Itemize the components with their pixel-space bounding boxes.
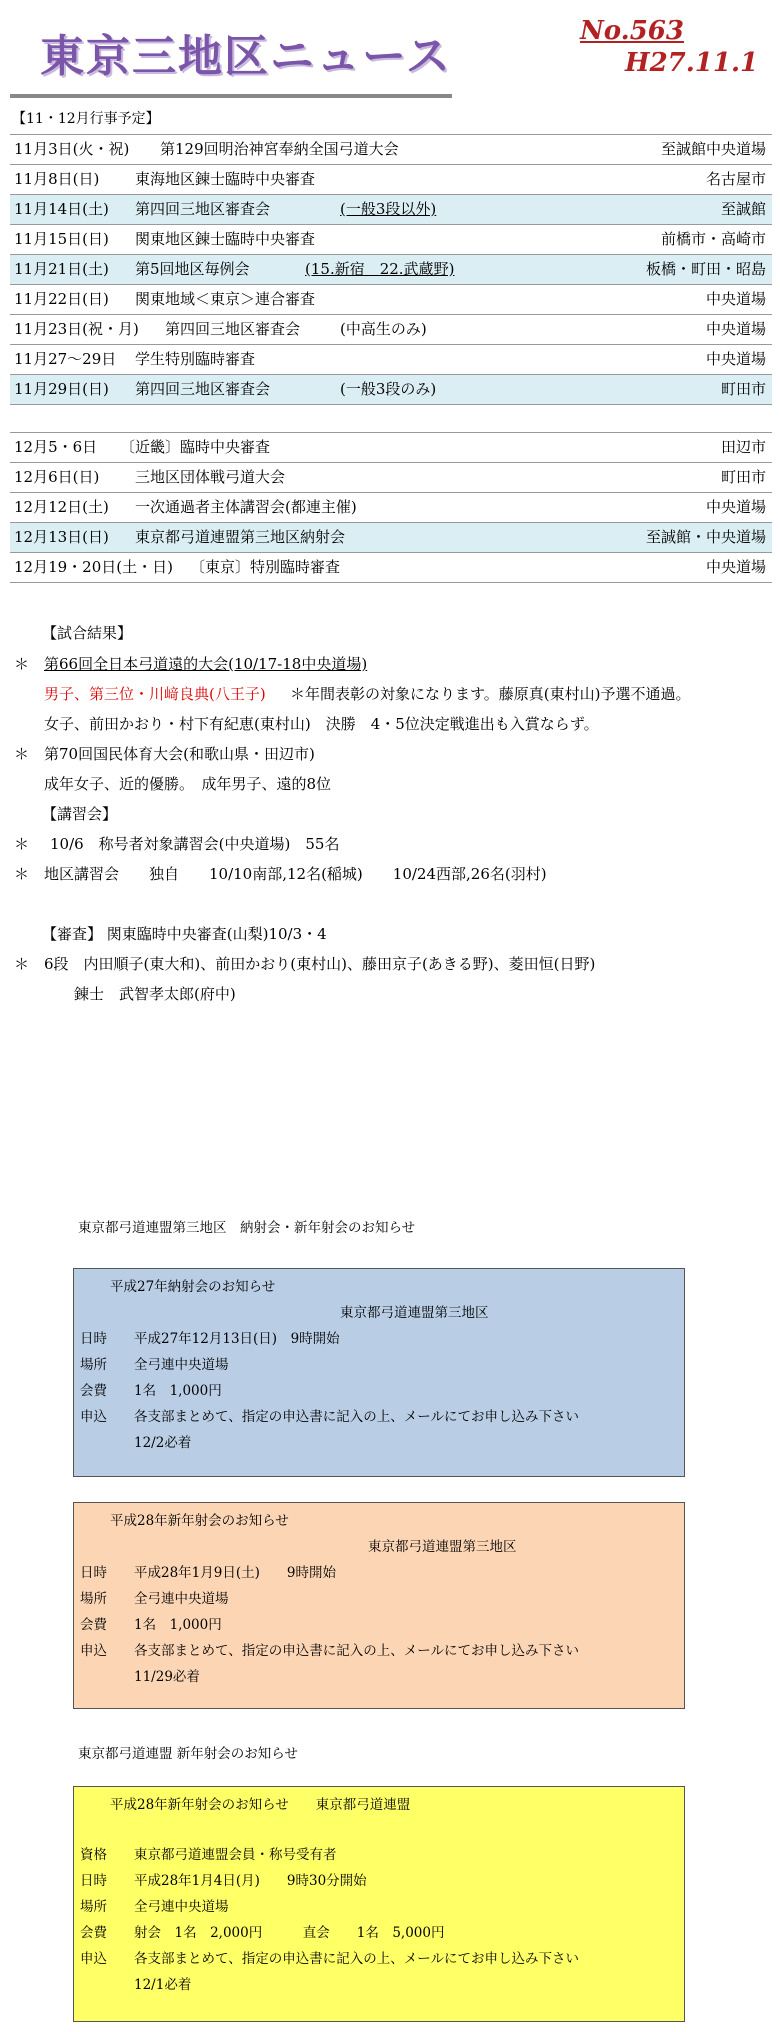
row-date: 12月13日(日) [14, 528, 109, 546]
lecture-line: 10/6 称号者対象講習会(中央道場) 55名 [50, 835, 340, 853]
november-schedule [10, 134, 772, 405]
schedule-row [10, 463, 772, 493]
schedule-row [10, 523, 772, 553]
results-line: 成年女子、近的優勝。 成年男子、遠的8位 [44, 775, 332, 793]
box-value: 東京都弓道連盟会員・称号受有者 [134, 1847, 337, 1863]
bullet-star: ＊ [14, 745, 30, 763]
row-date: 11月21日(土) [14, 260, 109, 278]
row-date: 11月3日(火・祝) [14, 140, 130, 158]
newsletter-title: 東京三地区ニュース [40, 31, 452, 82]
row-date: 12月5・6日 [14, 438, 98, 456]
bullet-star: ＊ [14, 955, 30, 973]
box-key: 場所 [80, 1357, 107, 1373]
box-key: 資格 [80, 1847, 107, 1863]
notice-heading: 東京都弓道連盟第三地区 納射会・新年射会のお知らせ [78, 1220, 416, 1236]
row-event: 一次通過者主体講習会(都連主催) [135, 498, 357, 516]
schedule-row [10, 134, 772, 165]
row-event: 第四回三地区審査会 [165, 320, 301, 338]
box-value: 全弓連中央道場 [134, 1591, 229, 1607]
row-place: 町田市 [720, 380, 766, 398]
results-heading: 【試合結果】 [42, 624, 133, 642]
schedule-row [10, 432, 772, 463]
box-key: 日時 [80, 1873, 107, 1889]
box-key: 場所 [80, 1899, 107, 1915]
row-note: (一般3段のみ) [340, 380, 437, 398]
schedule-heading: 【11・12月行事予定】 [12, 111, 160, 127]
row-event: 〔東京〕特別臨時審査 [190, 558, 341, 576]
issue-date: H27.11.1 [625, 48, 759, 78]
row-place: 町田市 [720, 468, 766, 486]
row-note: (一般3段以外) [340, 200, 437, 218]
bullet-star: ＊ [14, 865, 30, 883]
results-line: 女子、前田かおり・村下有紀恵(東村山) 決勝 4・5位決定戦進出も入賞ならず。 [44, 715, 599, 733]
row-date: 11月8日(日) [14, 170, 100, 188]
row-note: (15.新宿 22.武蔵野) [305, 260, 455, 278]
schedule-row [10, 195, 772, 225]
box-key: 申込 [80, 1409, 107, 1425]
row-note: (中高生のみ) [340, 320, 427, 338]
row-date: 11月15日(日) [14, 230, 109, 248]
row-date: 11月29日(日) [14, 380, 109, 398]
box-org: 東京都弓道連盟第三地区 [340, 1305, 489, 1321]
box-deadline: 12/2必着 [134, 1435, 192, 1451]
schedule-row [10, 315, 772, 345]
results-highlight: 男子、第三位・川﨑良典(八王子) [44, 685, 266, 703]
row-place: 至誠館 [720, 200, 766, 218]
row-event: 第四回三地区審査会 [135, 200, 271, 218]
row-date: 11月27～29日 [14, 350, 117, 368]
schedule-row [10, 345, 772, 375]
row-event: 関東地区錬士臨時中央審査 [135, 230, 316, 248]
row-event: 東京都弓道連盟第三地区納射会 [135, 528, 346, 546]
row-event: 三地区団体戦弓道大会 [135, 468, 286, 486]
row-event: 東海地区錬士臨時中央審査 [135, 170, 316, 188]
row-date: 12月19・20日(土・日) [14, 558, 173, 576]
row-place: 前橋市・高崎市 [660, 230, 766, 248]
box-org: 東京都弓道連盟第三地区 [368, 1539, 517, 1555]
schedule-row [10, 285, 772, 315]
notice-box-federation [73, 1786, 685, 2022]
box-title: 平成28年新年射会のお知らせ 東京都弓道連盟 [110, 1797, 411, 1813]
exam-line: 6段 内田順子(東大和)、前田かおり(東村山)、藤田京子(あきる野)、菱田恒(日野) [44, 955, 596, 973]
schedule-row [10, 225, 772, 255]
box-value: 各支部まとめて、指定の申込書に記入の上、メールにてお申し込み下さい [134, 1951, 579, 1967]
row-date: 11月23日(祝・月) [14, 320, 139, 338]
title-divider [10, 94, 452, 98]
schedule-row [10, 255, 772, 285]
notice-box-year-end [73, 1268, 685, 1477]
box-key: 会費 [80, 1383, 107, 1399]
row-place: 中央道場 [705, 290, 766, 308]
notice-box-new-year [73, 1502, 685, 1709]
row-date: 11月22日(日) [14, 290, 109, 308]
box-key: 申込 [80, 1951, 107, 1967]
box-key: 会費 [80, 1617, 107, 1633]
schedule-row [10, 493, 772, 523]
schedule-row [10, 553, 772, 583]
results-line: 第70回国民体育大会(和歌山県・田辺市) [44, 745, 315, 763]
schedule-row [10, 375, 772, 405]
box-deadline: 12/1必着 [134, 1977, 192, 1993]
row-event: 関東地域＜東京＞連合審査 [135, 290, 316, 308]
schedule-row [10, 165, 772, 195]
exam-line: 錬士 武智孝太郎(府中) [74, 985, 236, 1003]
box-key: 会費 [80, 1925, 107, 1941]
box-value: 1名 1,000円 [134, 1617, 222, 1633]
box-value: 各支部まとめて、指定の申込書に記入の上、メールにてお申し込み下さい [134, 1643, 579, 1659]
box-value: 平成27年12月13日(日) 9時開始 [134, 1331, 340, 1347]
exam-heading: 【審査】 関東臨時中央審査(山梨)10/3・4 [42, 925, 327, 943]
row-place: 至誠館中央道場 [660, 140, 766, 158]
box-deadline: 11/29必着 [134, 1669, 200, 1685]
results-line: ＊年間表彰の対象になります。藤原真(東村山)予選不通過。 [290, 685, 691, 703]
row-event: 〔近畿〕臨時中央審査 [120, 438, 271, 456]
box-value: 各支部まとめて、指定の申込書に記入の上、メールにてお申し込み下さい [134, 1409, 579, 1425]
row-event: 第5回地区毎例会 [135, 260, 250, 278]
december-schedule [10, 432, 772, 583]
row-place: 至誠館・中央道場 [645, 528, 766, 546]
row-place: 田辺市 [720, 438, 766, 456]
box-key: 日時 [80, 1565, 107, 1581]
lecture-heading: 【講習会】 [42, 805, 118, 823]
box-value: 射会 1名 2,000円 直会 1名 5,000円 [134, 1925, 445, 1941]
row-date: 11月14日(土) [14, 200, 109, 218]
row-place: 中央道場 [705, 320, 766, 338]
row-place: 中央道場 [705, 350, 766, 368]
row-date: 12月6日(日) [14, 468, 100, 486]
row-date: 12月12日(土) [14, 498, 109, 516]
row-place: 板橋・町田・昭島 [645, 260, 766, 278]
row-event: 学生特別臨時審査 [135, 350, 256, 368]
box-value: 平成28年1月9日(土) 9時開始 [134, 1565, 336, 1581]
notice2-heading: 東京都弓道連盟 新年射会のお知らせ [78, 1746, 298, 1762]
box-key: 申込 [80, 1643, 107, 1659]
row-place: 中央道場 [705, 558, 766, 576]
box-value: 平成28年1月4日(月) 9時30分開始 [134, 1873, 367, 1889]
box-title: 平成27年納射会のお知らせ [110, 1279, 276, 1295]
row-event: 第129回明治神宮奉納全国弓道大会 [160, 140, 399, 158]
results-line: 第66回全日本弓道遠的大会(10/17-18中央道場) [44, 655, 368, 673]
box-value: 1名 1,000円 [134, 1383, 222, 1399]
box-key: 場所 [80, 1591, 107, 1607]
bullet-star: ＊ [14, 835, 30, 853]
lecture-line: 地区講習会 独自 10/10南部,12名(稲城) 10/24西部,26名(羽村) [44, 865, 547, 883]
row-place: 名古屋市 [705, 170, 766, 188]
box-value: 全弓連中央道場 [134, 1357, 229, 1373]
box-title: 平成28年新年射会のお知らせ [110, 1513, 289, 1529]
box-key: 日時 [80, 1331, 107, 1347]
row-place: 中央道場 [705, 498, 766, 516]
box-value: 全弓連中央道場 [134, 1899, 229, 1915]
bullet-star: ＊ [14, 655, 30, 673]
issue-number: No.563 [580, 16, 684, 46]
row-event: 第四回三地区審査会 [135, 380, 271, 398]
